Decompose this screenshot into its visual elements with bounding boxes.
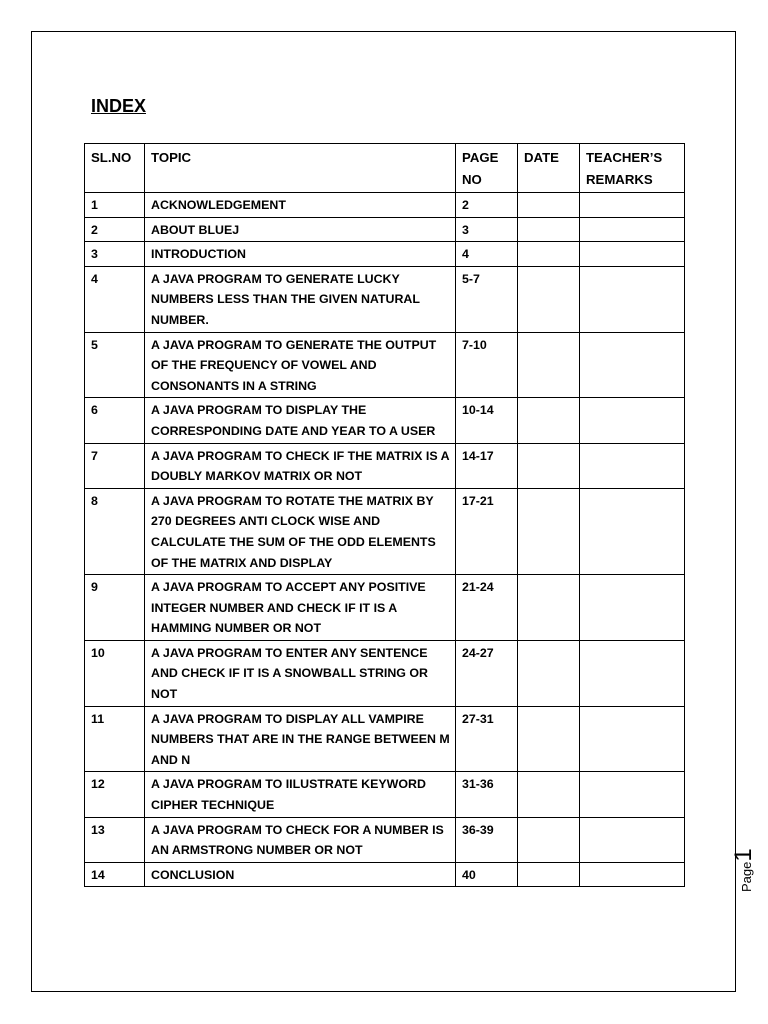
cell-page-no: 3 — [456, 217, 518, 242]
cell-page-no: 14-17 — [456, 443, 518, 488]
index-table — [84, 143, 685, 887]
cell-remarks — [580, 706, 685, 772]
header-page-no: PAGE NO — [456, 144, 518, 193]
cell-date — [518, 772, 580, 817]
table-row — [85, 217, 685, 242]
cell-remarks — [580, 193, 685, 218]
cell-date — [518, 332, 580, 398]
cell-remarks — [580, 575, 685, 641]
header-remarks: TEACHER’S REMARKS — [580, 144, 685, 193]
cell-topic: INTRODUCTION — [145, 242, 456, 267]
cell-slno: 14 — [85, 862, 145, 887]
cell-topic: A JAVA PROGRAM TO ACCEPT ANY POSITIVE INTEGER NUMBER AND CHECK IF IT IS A HAMMING NUMBER OR NOT — [145, 575, 456, 641]
cell-date — [518, 266, 580, 332]
cell-page-no: 27-31 — [456, 706, 518, 772]
cell-topic: A JAVA PROGRAM TO IILUSTRATE KEYWORD CIPHER TECHNIQUE — [145, 772, 456, 817]
cell-topic: CONCLUSION — [145, 862, 456, 887]
index-title: INDEX — [91, 96, 147, 116]
cell-topic: A JAVA PROGRAM TO CHECK IF THE MATRIX IS A DOUBLY MARKOV MATRIX OR NOT — [145, 443, 456, 488]
cell-page-no: 24-27 — [456, 640, 518, 706]
table-row — [85, 817, 685, 862]
cell-page-no: 7-10 — [456, 332, 518, 398]
table-row — [85, 242, 685, 267]
cell-slno: 13 — [85, 817, 145, 862]
cell-page-no: 40 — [456, 862, 518, 887]
cell-slno: 2 — [85, 217, 145, 242]
table-row — [85, 443, 685, 488]
cell-slno: 6 — [85, 398, 145, 443]
cell-topic: A JAVA PROGRAM TO ROTATE THE MATRIX BY 270 DEGREES ANTI CLOCK WISE AND CALCULATE THE SUM OF THE ODD ELEMENTS OF THE MATRIX AND DISPLAY — [145, 488, 456, 574]
cell-remarks — [580, 488, 685, 574]
table-row — [85, 575, 685, 641]
cell-date — [518, 217, 580, 242]
cell-slno: 8 — [85, 488, 145, 574]
cell-date — [518, 488, 580, 574]
cell-page-no: 5-7 — [456, 266, 518, 332]
header-topic: TOPIC — [145, 144, 456, 193]
cell-topic: A JAVA PROGRAM TO GENERATE THE OUTPUT OF THE FREQUENCY OF VOWEL AND CONSONANTS IN A STRING — [145, 332, 456, 398]
cell-slno: 11 — [85, 706, 145, 772]
cell-page-no: 21-24 — [456, 575, 518, 641]
cell-topic: ACKNOWLEDGEMENT — [145, 193, 456, 218]
header-row — [85, 144, 685, 193]
index-table-body — [85, 193, 685, 887]
page-word: Page — [739, 861, 754, 892]
cell-remarks — [580, 266, 685, 332]
cell-slno: 3 — [85, 242, 145, 267]
page-number-label — [730, 848, 758, 892]
cell-slno: 5 — [85, 332, 145, 398]
cell-remarks — [580, 862, 685, 887]
cell-page-no: 4 — [456, 242, 518, 267]
cell-slno: 9 — [85, 575, 145, 641]
cell-page-no: 2 — [456, 193, 518, 218]
cell-topic: A JAVA PROGRAM TO GENERATE LUCKY NUMBERS LESS THAN THE GIVEN NATURAL NUMBER. — [145, 266, 456, 332]
cell-date — [518, 817, 580, 862]
cell-date — [518, 640, 580, 706]
cell-topic: ABOUT BLUEJ — [145, 217, 456, 242]
cell-remarks — [580, 817, 685, 862]
cell-remarks — [580, 332, 685, 398]
cell-topic: A JAVA PROGRAM TO DISPLAY ALL VAMPIRE NUMBERS THAT ARE IN THE RANGE BETWEEN M AND N — [145, 706, 456, 772]
cell-slno: 10 — [85, 640, 145, 706]
cell-remarks — [580, 217, 685, 242]
cell-topic: A JAVA PROGRAM TO ENTER ANY SENTENCE AND CHECK IF IT IS A SNOWBALL STRING OR NOT — [145, 640, 456, 706]
cell-slno: 4 — [85, 266, 145, 332]
cell-topic: A JAVA PROGRAM TO CHECK FOR A NUMBER IS AN ARMSTRONG NUMBER OR NOT — [145, 817, 456, 862]
cell-date — [518, 443, 580, 488]
table-row — [85, 862, 685, 887]
cell-remarks — [580, 398, 685, 443]
cell-date — [518, 242, 580, 267]
cell-topic: A JAVA PROGRAM TO DISPLAY THE CORRESPONDING DATE AND YEAR TO A USER — [145, 398, 456, 443]
cell-page-no: 36-39 — [456, 817, 518, 862]
page-number: 1 — [730, 848, 757, 862]
cell-page-no: 31-36 — [456, 772, 518, 817]
cell-remarks — [580, 443, 685, 488]
cell-page-no: 10-14 — [456, 398, 518, 443]
cell-date — [518, 706, 580, 772]
table-row — [85, 706, 685, 772]
cell-page-no: 17-21 — [456, 488, 518, 574]
table-row — [85, 640, 685, 706]
cell-date — [518, 862, 580, 887]
cell-remarks — [580, 772, 685, 817]
cell-slno: 12 — [85, 772, 145, 817]
table-row — [85, 193, 685, 218]
table-row — [85, 266, 685, 332]
table-row — [85, 332, 685, 398]
cell-date — [518, 193, 580, 218]
table-row — [85, 398, 685, 443]
header-slno: SL.NO — [85, 144, 145, 193]
cell-remarks — [580, 640, 685, 706]
cell-date — [518, 575, 580, 641]
cell-date — [518, 398, 580, 443]
cell-remarks — [580, 242, 685, 267]
table-row — [85, 488, 685, 574]
cell-slno: 7 — [85, 443, 145, 488]
header-date: DATE — [518, 144, 580, 193]
table-row — [85, 772, 685, 817]
cell-slno: 1 — [85, 193, 145, 218]
